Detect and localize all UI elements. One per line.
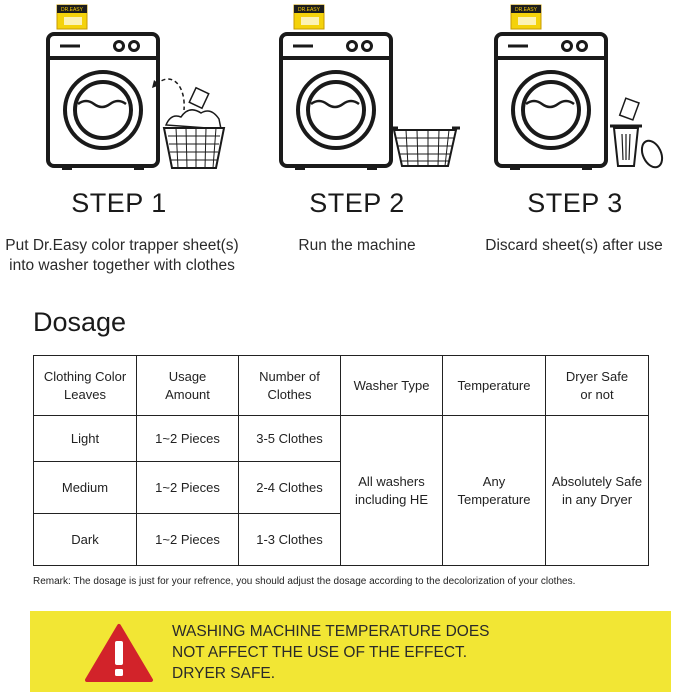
- cell-usage: 1~2 Pieces: [137, 416, 239, 462]
- header-number-of-clothes: Number of Clothes: [239, 356, 341, 416]
- warning-line-3: DRYER SAFE.: [172, 665, 276, 682]
- warning-text: [172, 621, 490, 684]
- cell-usage: 1~2 Pieces: [137, 462, 239, 514]
- header-clothing-color: Clothing Color Leaves: [34, 356, 137, 416]
- cell-color: Dark: [34, 514, 137, 566]
- warning-line-1: WASHING MACHINE TEMPERATURE DOES: [172, 623, 490, 640]
- header-temperature: Temperature: [443, 356, 546, 416]
- table-row: [34, 416, 649, 462]
- warning-triangle-icon: [84, 623, 154, 683]
- header-usage-amount: Usage Amount: [137, 356, 239, 416]
- cell-clothes: 3-5 Clothes: [239, 416, 341, 462]
- cell-clothes: 2-4 Clothes: [239, 462, 341, 514]
- cell-color: Light: [34, 416, 137, 462]
- dosage-heading: Dosage: [33, 307, 127, 337]
- table-header-row: [34, 356, 649, 416]
- dosage-table: [33, 355, 649, 566]
- cell-washer-type: All washers including HE: [341, 416, 443, 566]
- washing-machine-basket-illustration: [244, 0, 470, 175]
- step-1-description: Put Dr.Easy color trapper sheet(s) into washer together with clothes: [5, 237, 239, 274]
- washing-machine-trash-illustration: [462, 0, 679, 175]
- step-2-title: STEP 2: [309, 188, 405, 218]
- step-1-title: STEP 1: [71, 188, 167, 218]
- cell-clothes: 1-3 Clothes: [239, 514, 341, 566]
- warning-line-2: NOT AFFECT THE USE OF THE EFFECT.: [172, 644, 468, 661]
- warning-banner: [30, 611, 671, 692]
- cell-usage: 1~2 Pieces: [137, 514, 239, 566]
- box-logo-text: DR.EASY: [298, 7, 320, 13]
- cell-dryer-safe: Absolutely Safe in any Dryer: [546, 416, 649, 566]
- washing-machine-basket-illustration: [6, 0, 232, 175]
- box-logo-text: DR.EASY: [515, 7, 537, 13]
- cell-color: Medium: [34, 462, 137, 514]
- box-logo-text: DR.EASY: [61, 7, 83, 13]
- remark-note: Remark: The dosage is just for your refrence, you should adjust the dosage according to the decolorization of your clothes.: [33, 576, 576, 587]
- header-washer-type: Washer Type: [341, 356, 443, 416]
- cell-temperature: Any Temperature: [443, 416, 546, 566]
- header-dryer-safe: Dryer Safe or not: [546, 356, 649, 416]
- step-3-description: Discard sheet(s) after use: [485, 237, 663, 254]
- step-3-title: STEP 3: [527, 188, 623, 218]
- step-2-description: Run the machine: [298, 237, 416, 254]
